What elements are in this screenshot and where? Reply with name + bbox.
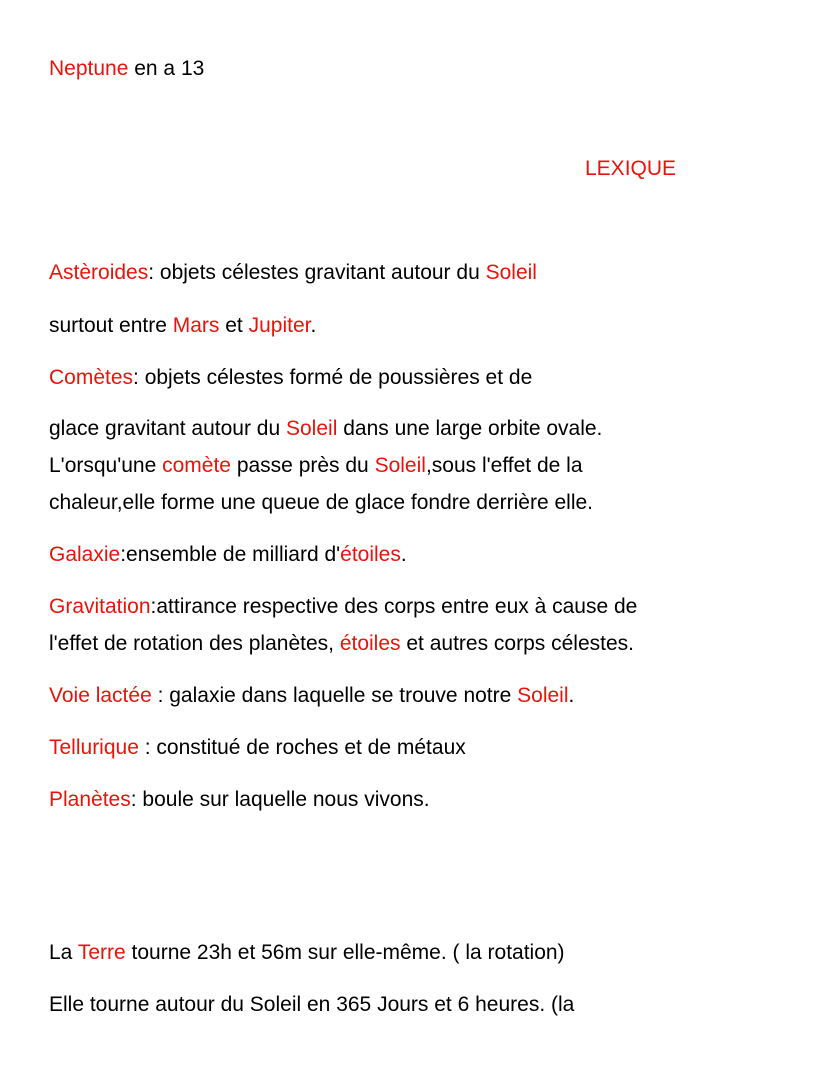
highlighted-term: Comètes xyxy=(49,366,134,389)
highlighted-term: Gravitation xyxy=(49,595,151,618)
text-segment: . xyxy=(400,543,407,566)
highlighted-term: étoiles xyxy=(339,632,401,655)
highlighted-term: comète xyxy=(162,454,231,477)
text-line xyxy=(49,415,602,443)
highlighted-term: Mars xyxy=(172,314,220,337)
highlighted-term: Planètes xyxy=(49,788,131,811)
text-line xyxy=(49,991,574,1019)
text-line xyxy=(49,364,532,392)
text-segment: : constitué de roches et de métaux xyxy=(138,736,466,759)
highlighted-term: Galaxie xyxy=(49,543,121,566)
text-line xyxy=(49,452,583,480)
text-line xyxy=(49,682,574,710)
highlighted-term: Jupiter xyxy=(248,314,311,337)
text-line xyxy=(49,312,316,340)
text-segment: chaleur,elle forme une queue de glace fondre derrière elle. xyxy=(49,491,594,514)
text-segment: . xyxy=(310,314,317,337)
text-line xyxy=(49,786,430,814)
highlighted-term: Neptune xyxy=(49,57,129,80)
text-line xyxy=(49,259,537,287)
text-segment: l'effet de rotation des planètes, xyxy=(49,632,340,655)
text-line xyxy=(49,55,204,83)
highlighted-term: Soleil xyxy=(485,261,537,284)
highlighted-term: Soleil xyxy=(517,684,569,707)
text-segment: ,sous l'effet de la xyxy=(425,454,583,477)
text-line xyxy=(49,734,466,762)
text-segment: :ensemble de milliard d' xyxy=(120,543,341,566)
text-segment: : galaxie dans laquelle se trouve notre xyxy=(151,684,518,707)
text-segment: surtout entre xyxy=(49,314,173,337)
lexique-heading: LEXIQUE xyxy=(585,157,677,180)
highlighted-term: Voie lactée xyxy=(49,684,152,707)
text-line xyxy=(49,541,407,569)
text-segment: et xyxy=(219,314,249,337)
text-segment: :attirance respective des corps entre eux à cause de xyxy=(150,595,638,618)
highlighted-term: étoiles xyxy=(340,543,401,566)
highlighted-term: Tellurique xyxy=(49,736,139,759)
highlighted-term: Terre xyxy=(77,941,126,964)
text-segment: : boule sur laquelle nous vivons. xyxy=(130,788,430,811)
highlighted-term: Astèroides xyxy=(49,261,149,284)
highlighted-term: Soleil xyxy=(374,454,426,477)
text-segment: : objets célestes gravitant autour du xyxy=(148,261,486,284)
text-segment: Elle tourne autour du Soleil en 365 Jours et 6 heures. (la xyxy=(49,993,575,1016)
text-segment: L'orsqu'une xyxy=(49,454,163,477)
highlighted-term: Soleil xyxy=(286,417,338,440)
text-line xyxy=(49,939,565,967)
text-segment: La xyxy=(49,941,78,964)
text-segment: . xyxy=(568,684,575,707)
text-segment: et autres corps célestes. xyxy=(400,632,634,655)
text-segment: : objets célestes formé de poussières et de xyxy=(133,366,533,389)
text-segment: glace gravitant autour du xyxy=(49,417,286,440)
text-segment: en a 13 xyxy=(128,57,205,80)
text-line xyxy=(49,593,637,621)
text-line xyxy=(49,489,593,517)
text-line xyxy=(49,630,634,658)
text-segment: tourne 23h et 56m sur elle-même. ( la rotation) xyxy=(125,941,565,964)
text-segment: passe près du xyxy=(230,454,375,477)
text-segment: dans une large orbite ovale. xyxy=(337,417,603,440)
